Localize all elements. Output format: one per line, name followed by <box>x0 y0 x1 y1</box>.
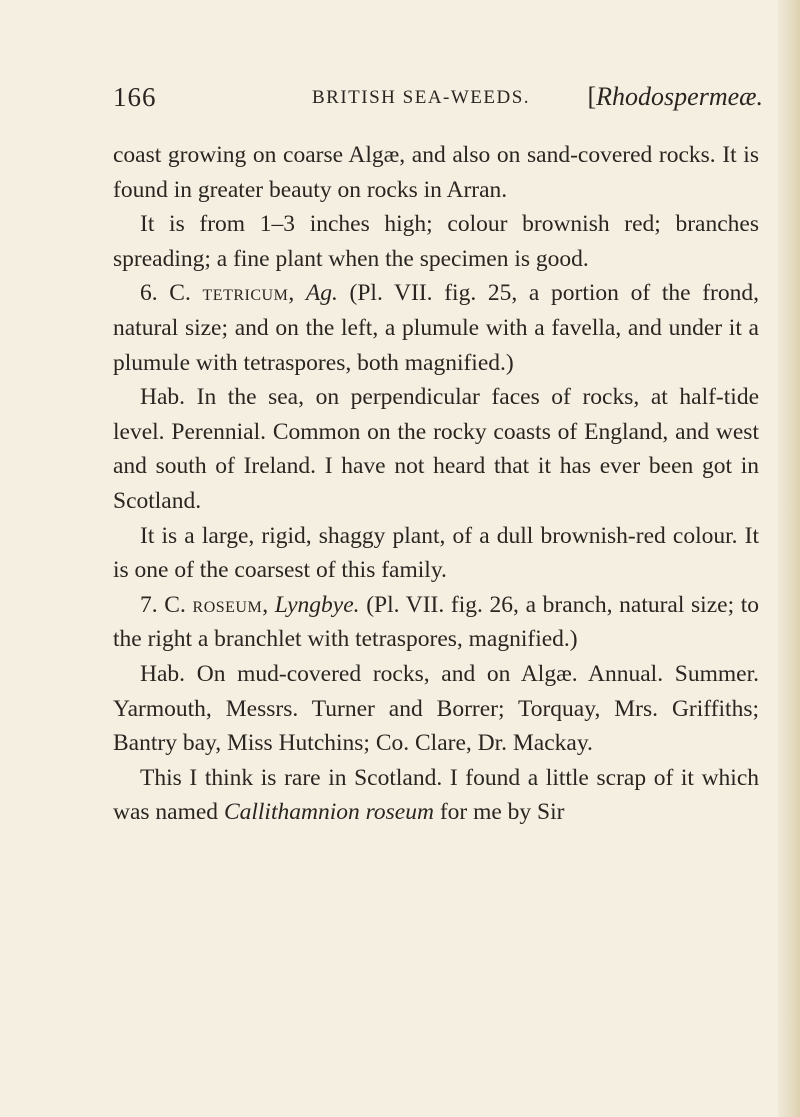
species-entry-tetricum: 6. C. tetricum, Ag. (Pl. VII. fig. 25, a portion of the frond, natural size; and on the left, a plumule with a favella, and under it a plumule with tetraspores, both magnified.) <box>113 280 759 376</box>
paragraph: It is from 1–3 inches high; colour brownish red; branches spreading; a fine plant when the specimen is good. <box>113 211 759 272</box>
species-description: (Pl. VII. fig. 25, a portion of the frond, natural size; and on the left, a plumule with a favella, and under it a plumule with tetraspores, both magnified.) <box>113 280 759 376</box>
running-header <box>113 82 763 116</box>
paragraph-text: This I think is rare in Scotland. I found a little scrap of it which was named <box>113 764 759 826</box>
page-edge <box>778 0 800 1117</box>
species-authority: Lyngbye. <box>274 591 360 618</box>
paragraph <box>113 761 759 830</box>
paragraph: coast growing on coarse Algæ, and also on sand-covered rocks. It is found in greater beauty on rocks in Arran. <box>113 142 759 203</box>
body-text <box>113 138 759 830</box>
running-title: BRITISH SEA-WEEDS. <box>312 87 531 108</box>
section-title <box>588 82 764 112</box>
page-number: 166 <box>113 82 157 112</box>
species-entry-roseum: 7. C. roseum, Lyngbye. (Pl. VII. fig. 26, a branch, natural size; to the right a branchlet with tetraspores, magnified.) <box>113 591 760 653</box>
paragraph-text: for me by Sir <box>439 799 565 826</box>
paragraph: It is a large, rigid, shaggy plant, of a dull brownish-red colour. It is one of the coarsest of this family. <box>113 522 759 584</box>
section-open-bracket: [ <box>587 82 597 111</box>
paragraph: Hab. In the sea, on perpendicular faces of rocks, at half-tide level. Perennial. Common on the rocky coasts of England, and west and south of Ireland. I have not heard that it has ever been got in Scotland. <box>113 384 759 514</box>
species-binomial: Callithamnion roseum <box>223 799 434 826</box>
species-authority: Ag. <box>305 280 338 307</box>
species-number: 7. C. <box>140 591 186 618</box>
section-title-text: Rhodospermeæ. <box>596 82 763 111</box>
species-name: roseum <box>192 591 263 618</box>
species-name: tetricum <box>202 280 289 307</box>
species-number: 6. C. <box>140 280 191 307</box>
paragraph: Hab. On mud-covered rocks, and on Algæ. Annual. Summer. Yarmouth, Messrs. Turner and Borrer; Torquay, Mrs. Griffiths; Bantry bay, Miss Hutchins; Co. Clare, Dr. Mackay. <box>113 660 759 757</box>
species-description: (Pl. VII. fig. 26, a branch, natural size; to the right a branchlet with tetraspores, magnified.) <box>113 591 760 653</box>
